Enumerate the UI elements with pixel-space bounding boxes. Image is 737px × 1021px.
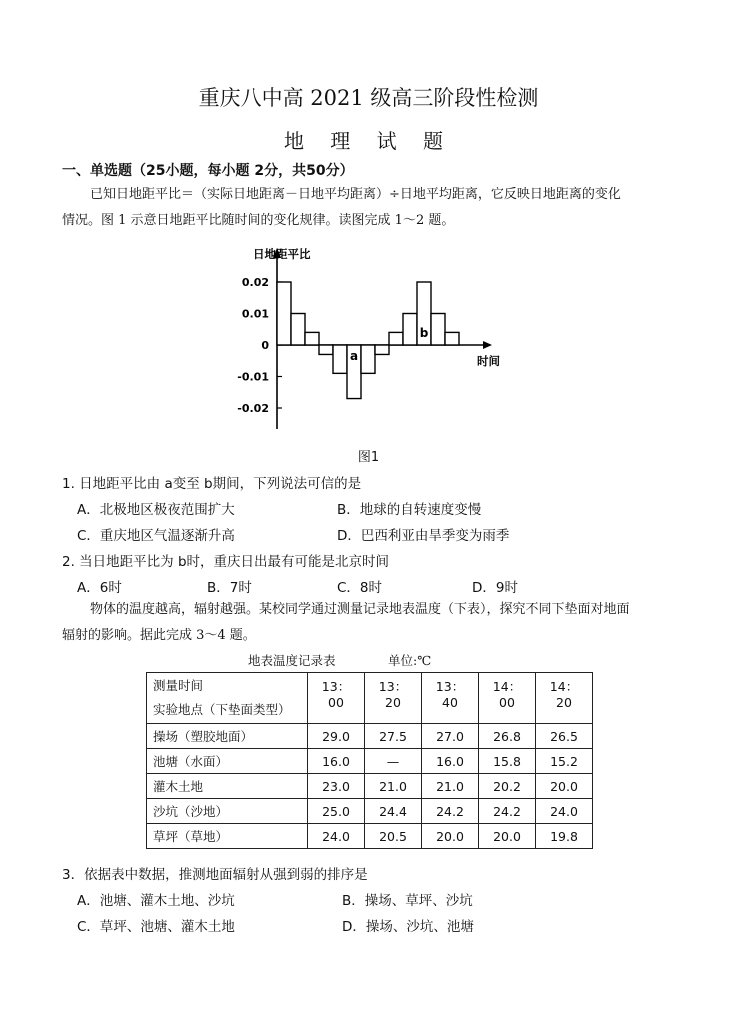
header-site-label: 实验地点（下垫面类型） [153, 702, 291, 717]
table-row [147, 774, 593, 799]
table-unit: 单位:℃ [388, 653, 432, 668]
time-header-cell: 13：20 [365, 673, 422, 724]
bar-annotation-b: b [419, 326, 429, 340]
time-header-cell: 13：40 [422, 673, 479, 724]
value-cell: 24.0 [308, 824, 365, 849]
value-cell: 20.0 [479, 824, 536, 849]
y-tick-label: 0 [261, 339, 269, 352]
header-time-label: 测量时间 [153, 678, 204, 693]
exam-title: 重庆八中高 2021 级高三阶段性检测 [198, 86, 539, 110]
question-1-option-c[interactable]: C．重庆地区气温逐渐升高 [77, 528, 235, 544]
table-row [147, 724, 593, 749]
question-2-option-b[interactable]: B．7时 [207, 580, 252, 596]
question-3-option-c[interactable]: C．草坪、池塘、灌木土地 [77, 919, 235, 935]
value-cell: 19.8 [536, 824, 593, 849]
chart-bar [361, 345, 375, 373]
chart-bar [389, 332, 403, 345]
question-3-stem: 3．依据表中数据，推测地面辐射从强到弱的排序是 [62, 867, 368, 883]
chart-bar [445, 332, 459, 345]
table-header-row [147, 673, 593, 724]
time-header-cell: 14：20 [536, 673, 593, 724]
question-3-option-a[interactable]: A．池塘、灌木土地、沙坑 [77, 893, 235, 909]
section2-intro-line-2: 辐射的影响。据此完成 3～4 题。 [62, 628, 256, 643]
value-cell: 29.0 [308, 724, 365, 749]
intro-paragraph-line-2: 情况。图 1 示意日地距平比随时间的变化规律。读图完成 1～2 题。 [62, 213, 455, 228]
value-cell: 24.0 [536, 799, 593, 824]
value-cell: 24.4 [365, 799, 422, 824]
question-2-option-d[interactable]: D．9时 [472, 580, 518, 596]
value-cell: 24.2 [479, 799, 536, 824]
value-cell: 20.5 [365, 824, 422, 849]
value-cell: 26.5 [536, 724, 593, 749]
table-row [147, 824, 593, 849]
chart-bar [291, 314, 305, 346]
temperature-table [146, 672, 593, 849]
chart-bars [277, 282, 459, 399]
site-cell: 草坪（草地） [147, 824, 308, 849]
y-axis-label: 日地距平比 [253, 247, 311, 261]
question-1-option-d[interactable]: D．巴西利亚由旱季变为雨季 [337, 528, 510, 544]
table-caption: 地表温度记录表 [248, 653, 336, 668]
value-cell: 20.2 [479, 774, 536, 799]
value-cell: 27.0 [422, 724, 479, 749]
chart-bar [277, 282, 291, 345]
x-axis-label: 时间 [477, 354, 500, 368]
y-tick-label: -0.02 [237, 402, 269, 415]
value-cell: — [365, 749, 422, 774]
value-cell: 16.0 [308, 749, 365, 774]
x-axis-arrow [483, 341, 492, 349]
value-cell: 20.0 [536, 774, 593, 799]
question-2-stem: 2. 当日地距平比为 b时，重庆日出最有可能是北京时间 [62, 554, 390, 570]
question-1-option-b[interactable]: B．地球的自转速度变慢 [337, 502, 482, 518]
chart-bar [375, 345, 389, 354]
value-cell: 21.0 [422, 774, 479, 799]
value-cell: 25.0 [308, 799, 365, 824]
value-cell: 15.2 [536, 749, 593, 774]
value-cell: 16.0 [422, 749, 479, 774]
value-cell: 15.8 [479, 749, 536, 774]
site-cell: 灌木土地 [147, 774, 308, 799]
chart-bar [431, 314, 445, 346]
chart-bar [305, 332, 319, 345]
chart-bar [333, 345, 347, 373]
question-3-option-b[interactable]: B．操场、草坪、沙坑 [342, 893, 473, 909]
site-cell: 池塘（水面） [147, 749, 308, 774]
time-header-cell: 13：00 [308, 673, 365, 724]
value-cell: 24.2 [422, 799, 479, 824]
intro-paragraph-line-1: 已知日地距平比＝（实际日地距离－日地平均距离）÷日地平均距离，它反映日地距离的变化 [90, 187, 621, 202]
site-cell: 操场（塑胶地面） [147, 724, 308, 749]
section-heading: 一、单选题（25小题，每小题 2分，共50分） [62, 163, 354, 179]
question-2-option-a[interactable]: A．6时 [77, 580, 122, 596]
figure-caption: 图1 [357, 450, 380, 465]
time-header-cell: 14：00 [479, 673, 536, 724]
value-cell: 27.5 [365, 724, 422, 749]
value-cell: 20.0 [422, 824, 479, 849]
exam-subtitle: 地 理 试 题 [283, 129, 454, 153]
question-1-stem: 1. 日地距平比由 a变至 b期间，下列说法可信的是 [62, 476, 362, 492]
bar-annotation-a: a [349, 349, 359, 363]
value-cell: 23.0 [308, 774, 365, 799]
table-row [147, 749, 593, 774]
chart-bar [403, 314, 417, 346]
distance-ratio-chart [225, 244, 505, 439]
table-row [147, 799, 593, 824]
value-cell: 21.0 [365, 774, 422, 799]
y-tick-label: -0.01 [237, 370, 269, 384]
site-cell: 沙坑（沙地） [147, 799, 308, 824]
value-cell: 26.8 [479, 724, 536, 749]
question-2-option-c[interactable]: C．8时 [337, 580, 383, 596]
y-tick-label: 0.01 [241, 307, 269, 321]
table-header-corner [147, 673, 308, 724]
question-1-option-a[interactable]: A．北极地区极夜范围扩大 [77, 502, 235, 518]
section2-intro-line-1: 物体的温度越高，辐射越强。某校同学通过测量记录地表温度（下表），探究不同下垫面对地面 [90, 602, 630, 617]
question-3-option-d[interactable]: D．操场、沙坑、池塘 [342, 919, 474, 935]
chart-bar [319, 345, 333, 354]
y-tick-label: 0.02 [241, 276, 269, 289]
